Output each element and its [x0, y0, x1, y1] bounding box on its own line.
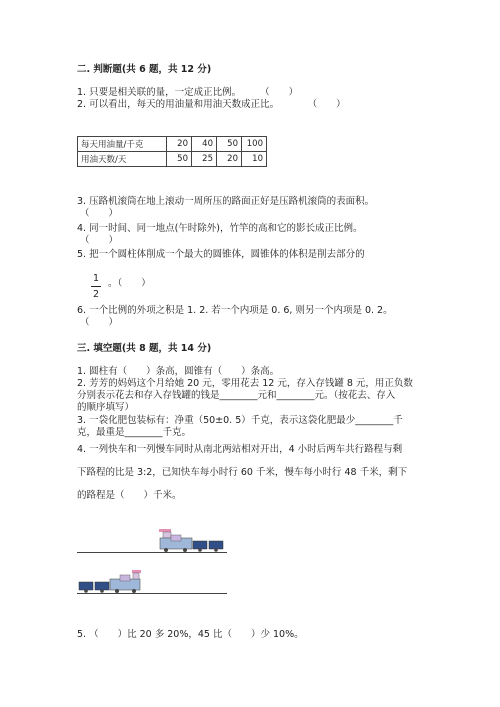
- train-icon-bottom: [77, 568, 147, 594]
- fill-question-5: 5. （ ）比 20 多 20%，45 比（ ）少 10%。: [77, 629, 304, 640]
- oil-usage-table: [77, 136, 267, 167]
- answer-blank: （ ）: [80, 235, 119, 246]
- answer-blank: （ ）: [80, 208, 119, 219]
- table-cell: 100: [242, 137, 267, 152]
- fraction-denominator: 2: [92, 289, 100, 300]
- question-5: 5. 把一个圆柱体削成一个最大的圆锥体，圆锥体的体积是削去部分的: [77, 249, 365, 260]
- fraction: [91, 273, 101, 300]
- table-cell: 50: [167, 152, 192, 167]
- section-title-fill-blank: 三. 填空题(共 8 题，共 14 分): [77, 343, 212, 354]
- fill-question-2-cont: 分别表示花去和存入存钱罐的钱是________元和________元。（按花去、存入: [77, 390, 396, 401]
- fill-question-3: 3. 一袋化肥包装标有：净重（50±0. 5）千克，表示这袋化肥最少________千: [77, 415, 403, 426]
- table-cell: 20: [217, 152, 242, 167]
- fill-question-4-cont: 下路程的比是 3:2，已知快车每小时行 60 千米，慢车每小时行 48 千米，剩下: [77, 467, 408, 478]
- fill-question-1: 1. 圆柱有（ ）条高，圆锥有（ ）条高。: [77, 366, 280, 377]
- fill-question-2: 2. 芳芳的妈妈这个月给她 20 元，零用花去 12 元，存入存钱罐 8 元，用正负数: [77, 378, 413, 389]
- question-2: 2. 可以看出，每天的用油量和用油天数成正比。 （ ）: [77, 99, 346, 110]
- fill-question-4: 4. 一列快车和一列慢车同时从南北两站相对开出，4 小时后两车共行路程与剩: [77, 444, 403, 455]
- table-row: [78, 152, 267, 167]
- answer-blank: 。（ ）: [108, 278, 151, 289]
- table-header-cell: 用油天数/天: [78, 152, 167, 167]
- table-cell: 20: [167, 137, 192, 152]
- fill-question-2-cont: 的顺序填写）: [77, 402, 135, 413]
- table-header-cell: 每天用油量/千克: [78, 137, 167, 152]
- question-4: 4. 同一时间、同一地点(午时除外)，竹竿的高和它的影长成正比例。: [77, 223, 363, 234]
- table-row: [78, 137, 267, 152]
- section-title-judgement: 二. 判断题(共 6 题，共 12 分): [77, 64, 212, 75]
- table-cell: 50: [217, 137, 242, 152]
- table-cell: 40: [192, 137, 217, 152]
- question-3: 3. 压路机滚筒在地上滚动一周所压的路面正好是压路机滚筒的表面积。: [77, 196, 375, 207]
- question-6: 6. 一个比例的外项之积是 1. 2. 若一个内项是 0. 6, 则另一个内项是 0. 2。: [77, 305, 393, 316]
- fraction-bar: [91, 286, 101, 287]
- table-cell: 10: [242, 152, 267, 167]
- table-cell: 25: [192, 152, 217, 167]
- answer-blank: （ ）: [80, 317, 119, 328]
- fraction-numerator: 1: [92, 273, 100, 284]
- question-1: 1. 只要是相关联的量，一定成正比例。 （ ）: [77, 87, 299, 98]
- train-icon-top: [155, 527, 230, 553]
- fill-question-4-cont: 的路程是（ ）千米。: [77, 490, 182, 501]
- fill-question-3-cont: 克，最重是________千克。: [77, 427, 192, 438]
